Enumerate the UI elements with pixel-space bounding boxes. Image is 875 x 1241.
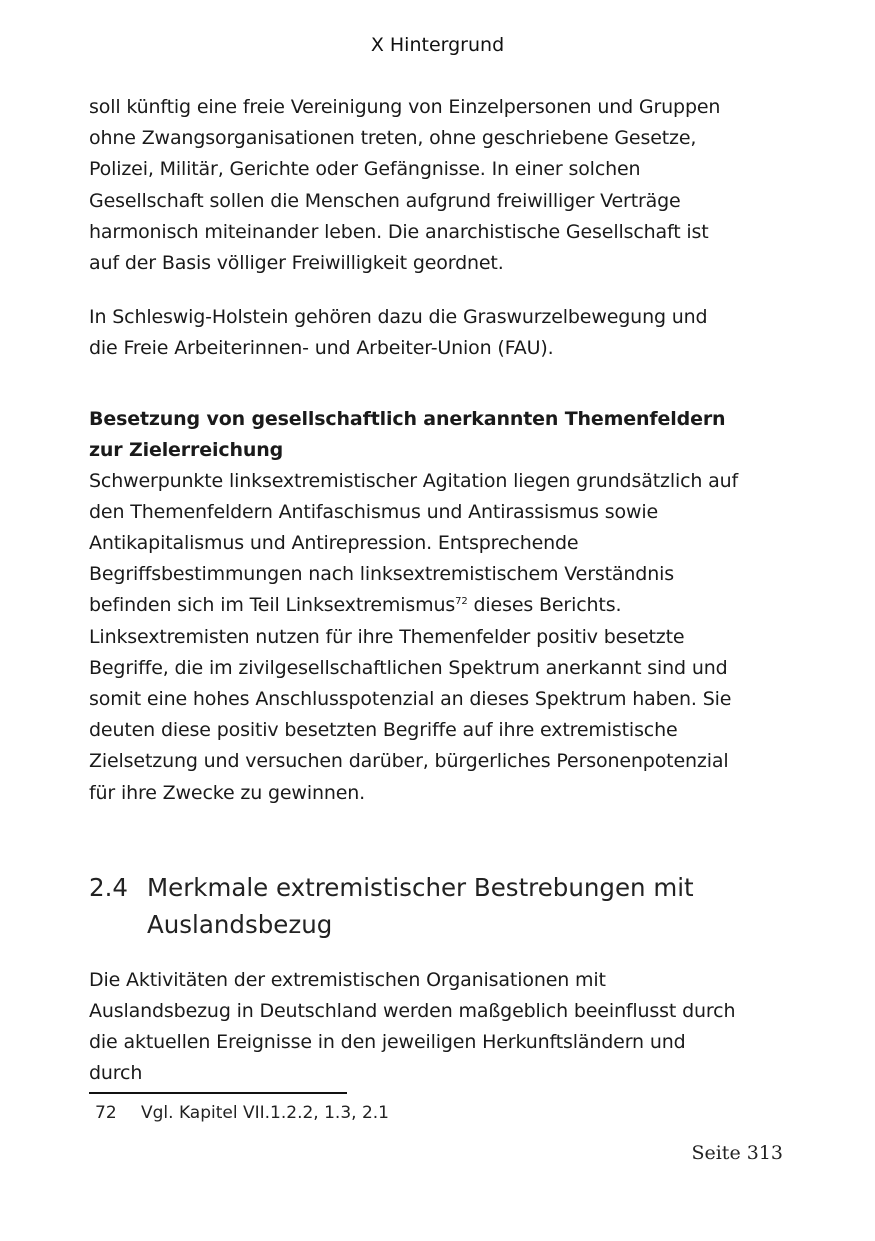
paragraph-agitation-part-1: Schwerpunkte linksextremistischer Agitation liegen grundsätzlich auf den Themenfeldern Antifaschismus und Antirassismus sowie Antikapitalismus und Antirepression. Entsprechende Begriffsbestimmungen nach linksextremistischem Verständnis befinden sich im Teil Linksextremismus [89, 469, 739, 617]
subheading-themenfelder: Besetzung von gesellschaftlich anerkannten Themenfeldern zur Zielerreichung [89, 407, 726, 461]
page-content [89, 92, 739, 1090]
footnote-reference[interactable]: 72 [455, 596, 468, 608]
paragraph-anarchist-society: soll künftig eine freie Vereinigung von Einzelpersonen und Gruppen ohne Zwangsorganisationen treten, ohne geschriebene Gesetze, Polizei, Militär, Gerichte oder Gefängnisse. In einer solchen Gesellschaft sollen die Menschen aufgrund freiwilliger Verträge harmonisch miteinander leben. Die anarchistische Gesellschaft ist auf der Basis völliger Freiwilligkeit geordnet. [89, 96, 721, 275]
footnote-number: 72 [95, 1103, 117, 1123]
page-number: Seite 313 [691, 1142, 783, 1164]
section-number: 2.4 [89, 872, 128, 902]
section-heading [89, 869, 739, 943]
running-header: X Hintergrund [370, 34, 505, 56]
section-title: Merkmale extremistischer Bestrebungen mit Auslandsbezug [147, 872, 694, 939]
footnote [95, 1101, 389, 1125]
paragraph-auslandsbezug: Die Aktivitäten der extremistischen Organisationen mit Auslandsbezug in Deutschland werden maßgeblich beeinflusst durch die aktuellen Ereignisse in den jeweiligen Herkunftsländern und durch [89, 968, 736, 1085]
paragraph-agitation-part-2: dieses Berichts. Linksextremisten nutzen für ihre Themenfelder positiv besetzte Begriffe, die im zivilgesellschaftlichen Spektrum anerkannt sind und somit eine hohes Anschlusspotenzial an dieses Spektrum haben. Sie deuten diese positiv besetzten Begriffe auf ihre extremistische Zielsetzung und versuchen darüber, bürgerliches Personenpotenzial für ihre Zwecke zu gewinnen. [89, 594, 732, 804]
footnote-divider [89, 1092, 347, 1094]
paragraph-agitation [89, 466, 739, 809]
paragraph-schleswig-holstein: In Schleswig-Holstein gehören dazu die Graswurzelbewegung und die Freie Arbeiterinnen- und Arbeiter-Union (FAU). [89, 306, 708, 360]
footnote-text: Vgl. Kapitel VII.1.2.2, 1.3, 2.1 [141, 1103, 389, 1123]
